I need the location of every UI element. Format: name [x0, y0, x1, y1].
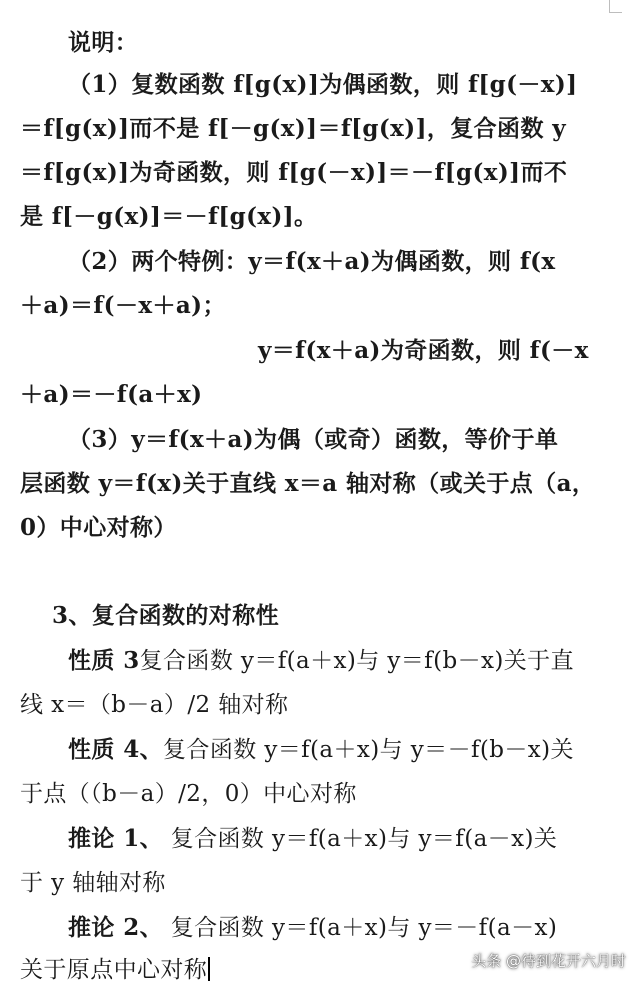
text-line: ＝f[g(x)]为奇函数，则 f[g(－x)]＝－f[g(x)]而不	[20, 159, 568, 186]
property-label: 性质 3	[68, 647, 140, 674]
explanation-heading: 说明：	[68, 29, 139, 56]
corollary-label: 推论 2、	[68, 914, 164, 941]
text-line: y＝f(x＋a)为奇函数，则 f(－x	[258, 337, 589, 364]
corollary-1	[68, 824, 557, 854]
text-line: ＋a)＝f(－x＋a)；	[20, 292, 226, 319]
text-line: （3）y＝f(x＋a)为偶（或奇）函数，等价于单	[68, 426, 559, 453]
text-line: （1）复数函数 f[g(x)]为偶函数，则 f[g(－x)]	[68, 71, 578, 98]
text-line: 层函数 y＝f(x)关于直线 x＝a 轴对称（或关于点（a，	[20, 470, 596, 497]
text-line	[20, 955, 210, 985]
property-3	[68, 646, 574, 676]
text-line: （2）两个特例：y＝f(x＋a)为偶函数，则 f(x	[68, 248, 556, 275]
text-line: 于 y 轴轴对称	[20, 870, 166, 896]
corollary-text: 复合函数 y＝f(a＋x)与 y＝－f(a－x)	[163, 915, 558, 941]
text-line: 0）中心对称）	[20, 514, 177, 541]
property-text: 复合函数 y＝f(a＋x)与 y＝－f(b－x)关	[163, 737, 574, 763]
text-line: 线 x＝（b－a）/2 轴对称	[20, 692, 289, 718]
text-line: ＋a)＝－f(a＋x)	[20, 381, 203, 408]
last-line-text: 关于原点中心对称	[20, 957, 208, 983]
text-line: 是 f[－g(x)]＝－f[g(x)]。	[20, 203, 318, 230]
text-line: 于点（（b－a）/2，0）中心对称	[20, 781, 357, 807]
watermark: 头条 @待到花开六月时	[471, 952, 626, 970]
text-line: ＝f[g(x)]而不是 f[－g(x)]＝f[g(x)]，复合函数 y	[20, 115, 567, 142]
page-corner-mark	[609, 0, 622, 13]
property-4	[68, 735, 574, 765]
corollary-label: 推论 1、	[68, 825, 164, 852]
section-heading: 3、复合函数的对称性	[52, 602, 280, 629]
text-cursor	[208, 957, 210, 981]
property-text: 复合函数 y＝f(a＋x)与 y＝f(b－x)关于直	[139, 648, 574, 674]
corollary-text: 复合函数 y＝f(a＋x)与 y＝f(a－x)关	[163, 826, 558, 852]
property-label: 性质 4、	[68, 736, 164, 763]
corollary-2	[68, 913, 557, 943]
